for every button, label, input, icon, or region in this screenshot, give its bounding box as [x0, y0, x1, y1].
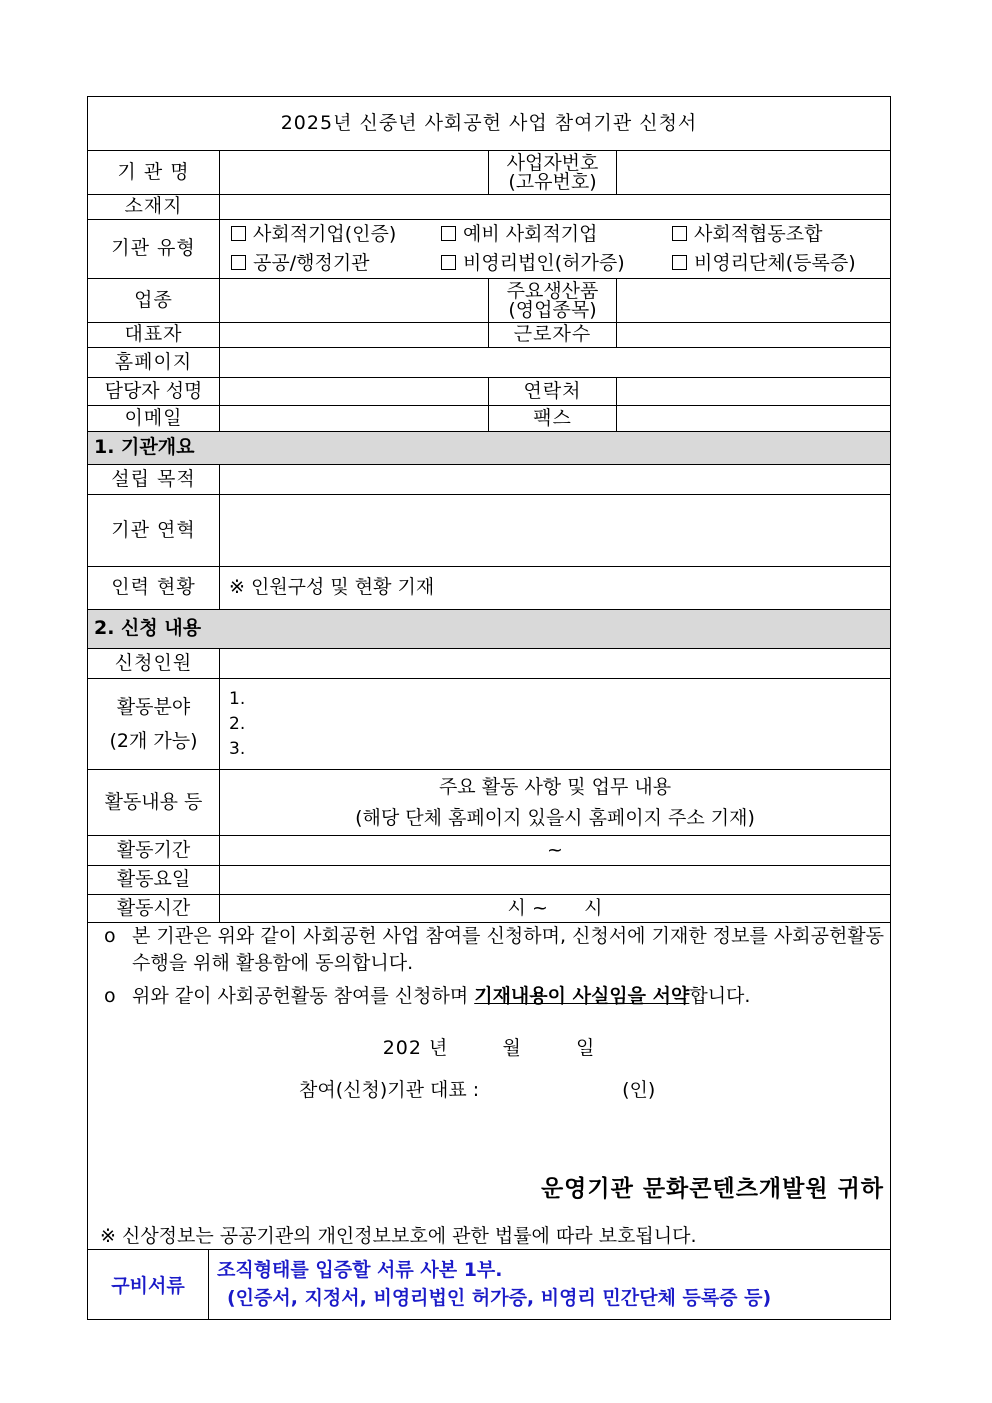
- pledge-text-1: 본 기관은 위와 같이 사회공헌 사업 참여를 신청하며, 신청서에 기재한 정보를 사회공헌활동 수행을 위해 활용함에 동의합니다.: [132, 925, 885, 974]
- industry-label: 업종: [88, 279, 220, 323]
- pledge-block: [88, 923, 891, 1249]
- org-type-option[interactable]: 사회적기업(인증): [231, 220, 441, 249]
- content-field[interactable]: [220, 770, 891, 836]
- products-label-line1: 주요생산품: [506, 279, 599, 302]
- form-title: 2025년 신중년 사회공헌 사업 참여기관 신청서: [88, 97, 891, 151]
- list-item: 2.: [229, 713, 246, 734]
- org-type-option[interactable]: 비영리법인(허가증): [441, 249, 672, 278]
- checkbox-icon[interactable]: [231, 226, 246, 241]
- contact-name-label: 담당자 성명: [88, 378, 220, 406]
- list-item: 3.: [229, 738, 246, 759]
- content-label: 활동내용 등: [88, 770, 220, 836]
- email-label: 이메일: [88, 406, 220, 432]
- checkbox-icon[interactable]: [441, 255, 456, 270]
- purpose-label: 설립 목적: [88, 465, 220, 495]
- org-name-field[interactable]: [220, 151, 489, 195]
- checkbox-icon[interactable]: [672, 255, 687, 270]
- documents-content: [209, 1249, 891, 1319]
- applicants-field[interactable]: [220, 649, 891, 679]
- org-type-option[interactable]: 예비 사회적기업: [441, 220, 672, 249]
- section-heading-application: 2. 신청 내용: [88, 610, 891, 649]
- date-line: [94, 1037, 884, 1060]
- purpose-field[interactable]: [220, 465, 891, 495]
- application-form: [87, 96, 890, 1320]
- employees-field[interactable]: [617, 323, 891, 348]
- history-label: 기관 연혁: [88, 495, 220, 567]
- signature-line: [94, 1079, 884, 1102]
- documents-line1: 조직형태를 입증할 서류 사본 1부.: [217, 1259, 503, 1282]
- fax-field[interactable]: [617, 406, 891, 432]
- pledge-paragraph: [94, 923, 884, 977]
- homepage-field[interactable]: [220, 348, 891, 378]
- content-line2: (해당 단체 홈페이지 있을시 홈페이지 주소 기재): [355, 806, 755, 829]
- products-field[interactable]: [617, 279, 891, 323]
- biz-no-label-line1: 사업자번호: [506, 151, 599, 174]
- content-line1: 주요 활동 사항 및 업무 내용: [438, 775, 672, 798]
- phone-field[interactable]: [617, 378, 891, 406]
- activity-field-label-line2: (2개 가능): [109, 730, 198, 752]
- privacy-notice: ※ 신상정보는 공공기관의 개인정보보호에 관한 법률에 따라 보호됩니다.: [100, 1225, 697, 1248]
- industry-field[interactable]: [220, 279, 489, 323]
- employees-label: 근로자수: [489, 323, 617, 348]
- homepage-label: 홈페이지: [88, 348, 220, 378]
- activity-field-label-line1: 활동분야: [116, 696, 191, 718]
- ceo-label: 대표자: [88, 323, 220, 348]
- pledge-paragraph: [94, 983, 884, 1010]
- email-field[interactable]: [220, 406, 489, 432]
- address-field[interactable]: [220, 195, 891, 220]
- staff-note[interactable]: ※ 인원구성 및 현황 기재: [220, 567, 891, 610]
- hours-field[interactable]: 시 ~ 시: [220, 895, 891, 923]
- staff-label: 인력 현황: [88, 567, 220, 610]
- address-label: 소재지: [88, 195, 220, 220]
- seal-mark: (인): [622, 1079, 656, 1102]
- org-type-option[interactable]: 공공/행정기관: [231, 249, 441, 278]
- applicants-label: 신청인원: [88, 649, 220, 679]
- recipient: 운영기관 문화콘텐츠개발원 귀하: [540, 1176, 885, 1203]
- days-field[interactable]: [220, 866, 891, 895]
- activity-field-label: [88, 679, 220, 770]
- products-label-line2: (영업종목): [508, 298, 597, 321]
- date-year: 202 년: [382, 1037, 449, 1059]
- bullet-icon: o: [104, 985, 116, 1007]
- history-field[interactable]: [220, 495, 891, 567]
- list-item: 1.: [229, 688, 246, 709]
- org-type-label: 기관 유형: [88, 220, 220, 279]
- checkbox-icon[interactable]: [441, 226, 456, 241]
- documents-line2: (인증서, 지정서, 비영리법인 허가증, 비영리 민간단체 등록증 등): [227, 1287, 772, 1310]
- biz-no-label-line2: (고유번호): [508, 170, 597, 193]
- period-label: 활동기간: [88, 836, 220, 866]
- ceo-field[interactable]: [220, 323, 489, 348]
- date-month: 월: [502, 1037, 522, 1059]
- org-type-option[interactable]: 비영리단체(등록증): [672, 249, 856, 278]
- form-table: [87, 96, 891, 1249]
- org-type-option[interactable]: 사회적협동조합: [672, 220, 822, 249]
- phone-label: 연락처: [489, 378, 617, 406]
- pledge-text-2-bold: 기재내용이 사실임을 서약: [474, 985, 690, 1007]
- biz-no-label: [489, 151, 617, 195]
- date-day: 일: [575, 1037, 596, 1059]
- days-label: 활동요일: [88, 866, 220, 895]
- bullet-icon: o: [104, 925, 116, 947]
- section-heading-overview: 1. 기관개요: [88, 432, 891, 465]
- biz-no-field[interactable]: [617, 151, 891, 195]
- org-type-options: [220, 220, 891, 279]
- contact-name-field[interactable]: [220, 378, 489, 406]
- activity-field-list[interactable]: [220, 679, 891, 770]
- checkbox-icon[interactable]: [231, 255, 246, 270]
- fax-label: 팩스: [489, 406, 617, 432]
- sign-label: 참여(신청)기관 대표 :: [299, 1079, 480, 1102]
- checkbox-icon[interactable]: [672, 226, 687, 241]
- products-label: [489, 279, 617, 323]
- documents-table: [87, 1249, 891, 1320]
- pledge-text-2-pre: 위와 같이 사회공헌활동 참여를 신청하며: [132, 985, 475, 1007]
- period-field[interactable]: ~: [220, 836, 891, 866]
- hours-label: 활동시간: [88, 895, 220, 923]
- pledge-text-2-post: 합니다.: [689, 985, 751, 1007]
- documents-label: 구비서류: [88, 1249, 209, 1319]
- org-name-label: 기 관 명: [88, 151, 220, 195]
